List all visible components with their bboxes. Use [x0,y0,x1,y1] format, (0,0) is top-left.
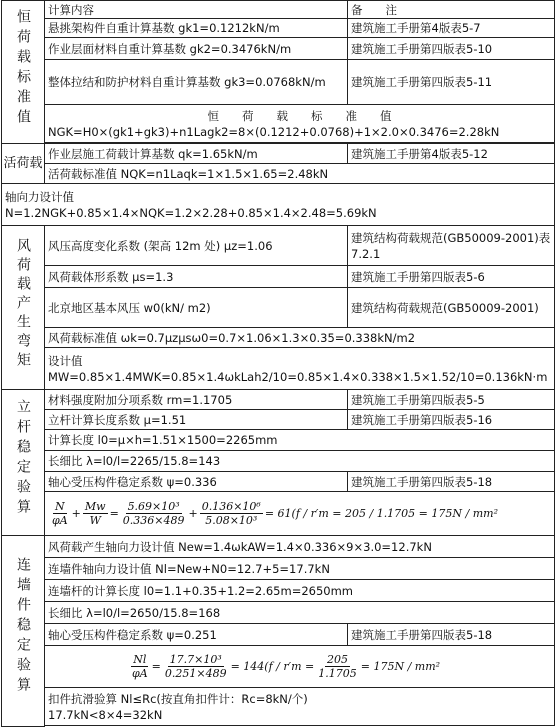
wind-row-3: 北京地区基本风压 w0(kN/ m2) [45,288,348,328]
pole-f-d-den: 5.08×10³ [205,514,258,527]
pole-row-5-ref: 建筑施工手册第四版表5-18 [348,472,555,492]
pole-row-3: 计算长度 l0=μ×h=1.51×1500=2265mm [45,430,555,451]
pole-row-2: 立杆计算长度系数 μ=1.51 [45,410,348,430]
pole-row-2-ref: 建筑施工手册第四版表5-16 [348,410,555,430]
section-dead-load: 恒荷载标准值 [2,1,45,144]
pole-row-1-ref: 建筑施工手册第四版表5-5 [348,390,555,410]
pole-f-b-den: W [89,514,101,527]
axial-title: 轴向力设计值 [5,189,74,204]
tie-f-tail: = 175N / mm² [360,659,441,673]
axial-force-row [2,184,555,226]
dead-row-2-ref: 建筑施工手册第四版表5-10 [348,38,555,60]
section-wind: 风荷载产生弯矩 [2,226,45,390]
pole-f-a-num: N [55,500,65,513]
tie-f-a-num: Nl [133,653,147,666]
tie-check-result: 17.7kN<8×4=32kN [48,707,163,722]
pole-row-5: 轴心受压构件稳定系数 ψ=0.336 [45,472,348,492]
wind-row-3-ref: 建筑结构荷载规范(GB50009-2001) [348,288,555,328]
dead-total-formula: NGK=H0×(gk1+gk3)+n1Lagk2=8×(0.1212+0.0768)+1×2.0×0.3476=2.28kN [48,124,500,139]
tie-check-title: 扣件抗滑验算 Nl≤Rc(按直角扣件计：Rc=8kN/个) [48,691,308,706]
dead-row-1: 悬挑架构件自重计算基数 gk1=0.1212kN/m [45,19,348,38]
tie-row-1: 风荷载产生轴向力设计值 New=1.4ωkAW=1.4×0.336×9×3.0=12.7kN [45,536,555,558]
pole-f-d-num: 0.136×10⁶ [201,500,261,513]
tie-row-7 [45,688,555,726]
tie-row-3: 连墙杆的计算长度 l0=1.1+0.35+1.2=2.65m=2650mm [45,580,555,602]
tie-f-a-den: φA [132,667,148,680]
tie-row-5-ref: 建筑施工手册第四版表5-18 [348,624,555,646]
wind-row-5: 设计值 MW=0.85×1.4MWK=0.85×1.4ωkLah2/10=0.85×1.4×0.338×1.5×1.52/10=0.136kN·m [45,348,555,390]
live-row-2: 活荷载标准值 NQK=n1Laqk=1×1.5×1.65=2.48kN [45,164,555,184]
calc-table [1,0,555,727]
section-pole: 立杆稳定验算 [2,390,45,536]
pole-f-b-num: Mw [84,500,106,513]
tie-f-b-num: 17.7×10³ [169,653,222,666]
tie-row-4: 长细比 λ=l0/l=2650/15.8=168 [45,602,555,624]
dead-row-4 [45,105,555,143]
live-row-1: 作业层施工荷载计算基数 qk=1.65kN/m [45,144,348,164]
tie-formula: $\frac{Nl}{\varphi A}$ = $\frac{\text{17.7×10³}}{0.251\times 489}$ = 144(f / r′m = $\frac{205}{1.1705}$ = 175N / mm² [45,646,555,688]
pole-row-1: 材料强度附加分项系数 rm=1.1705 [45,390,348,410]
dead-total-label: 恒 荷 载 标 准 值 [207,108,392,123]
section-live-load: 活荷载 [2,144,45,184]
header-content: 计算内容 [45,1,348,19]
dead-row-1-ref: 建筑施工手册第4版表5-7 [348,19,555,38]
pole-f-tail: = 61(f / r′m = 205 / 1.1705 = 175N / mm² [264,506,498,520]
wind-row-1-ref: 建筑结构荷载规范(GB50009-2001)表7.2.1 [348,226,555,266]
pole-f-c-num: 5.69×10³ [127,500,180,513]
wind-row-4: 风荷载标准值 ωk=0.7μzμsω0=0.7×1.06×1.3×0.35=0.338kN/m2 [45,328,555,348]
wind-row-1: 风压高度变化系数 (架高 12m 处) μz=1.06 [45,226,348,266]
dead-row-3-ref: 建筑施工手册第四版表5-11 [348,60,555,105]
wind-row-2-ref: 建筑施工手册第四版表5-6 [348,266,555,288]
tie-f-c-num: 205 [327,653,348,666]
tie-row-5: 轴心受压构件稳定系数 ψ=0.251 [45,624,348,646]
dead-row-3: 整体拉结和防护材料自重计算基数 gk3=0.0768kN/m [45,60,348,105]
pole-row-4: 长细比 λ=l0/l=2265/15.8=143 [45,451,555,472]
header-remarks: 备 注 [348,1,555,19]
live-row-1-ref: 建筑施工手册第4版表5-12 [348,144,555,164]
tie-row-2: 连墙件轴向力设计值 Nl=New+N0=12.7+5=17.7kN [45,558,555,580]
wind-row-2: 风荷载体形系数 μs=1.3 [45,266,348,288]
tie-f-b-den: 0.251×489 [164,667,227,680]
axial-formula: N=1.2NGK+0.85×1.4×NQK=1.2×2.28+0.85×1.4×2.48=5.69kN [5,205,377,220]
tie-f-mid: = 144(f / r′m = [230,659,315,673]
tie-f-c-den: 1.1705 [318,667,357,680]
pole-f-c-den: 0.336×489 [122,514,185,527]
section-tie: 连墙件稳定验算 [2,536,45,727]
dead-row-2: 作业层面材料自重计算基数 gk2=0.3476kN/m [45,38,348,60]
pole-f-a-den: φA [52,514,68,527]
pole-formula: $\frac{N}{\varphi A}$ + $\frac{Mw}{W}$ = $\frac{\text{5.69×10³}}{0.336\times 489}$ + $\frac{\text{0.136×10⁶}}{\text{5.08×10³}}$ = 61(f / r′m = 205 / 1.1705 = 175N / mm² [45,492,555,536]
